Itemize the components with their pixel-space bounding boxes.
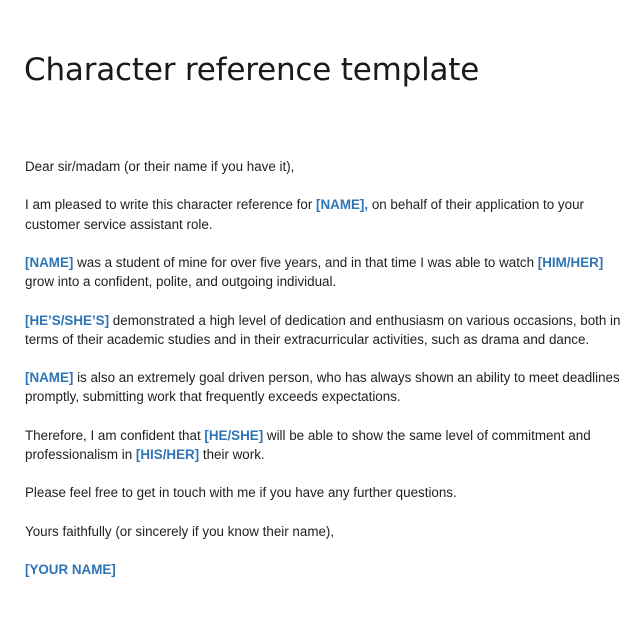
signature-placeholder: [YOUR NAME] [25, 562, 116, 578]
paragraph-goal-driven [25, 368, 625, 406]
paragraph-confidence [25, 426, 625, 464]
closing: Yours faithfully (or sincerely if you know their name), [25, 523, 335, 539]
text-run: Therefore, I am confident that [25, 427, 205, 443]
placeholder-he-she: [HE/SHE] [204, 427, 264, 443]
placeholder-name: [NAME] [25, 370, 74, 386]
text-run: I am pleased to write this character reference for [25, 197, 317, 213]
text-run: is also an extremely goal driven person, who has always shown an ability to meet deadlines promptly, submitting work that frequently exceeds expectations. [25, 370, 620, 405]
text-run: was a student of mine for over five years, and in that time I was able to watch [73, 254, 538, 270]
document-title: Character reference template [24, 52, 480, 88]
salutation: Dear sir/madam (or their name if you have it), [25, 159, 295, 174]
placeholder-him-her: [HIM/HER] [537, 254, 604, 270]
text-run: demonstrated a high level of dedication and enthusiasm on various occasions, both in terms of their academic studies and in their extracurricular activities, such as drama and dance. [25, 312, 621, 347]
text-run: their work. [199, 446, 265, 462]
text-run: on behalf of their application to your customer service assistant role. [25, 197, 584, 232]
paragraph-dedication [25, 311, 625, 349]
paragraph-application [25, 195, 625, 233]
placeholder-his-her: [HIS/HER] [135, 446, 200, 462]
text-run: grow into a confident, polite, and outgoing individual. [25, 274, 337, 290]
paragraph-student [25, 253, 625, 291]
letter-body [25, 157, 625, 599]
placeholder-name: [NAME], [316, 197, 369, 213]
text-run: will be able to show the same level of commitment and professionalism in [25, 427, 591, 462]
placeholder-name: [NAME] [25, 254, 74, 270]
placeholder-hes-shes: [HE’S/SHE’S] [25, 312, 110, 328]
paragraph-contact: Please feel free to get in touch with me if you have any further questions. [25, 485, 457, 501]
